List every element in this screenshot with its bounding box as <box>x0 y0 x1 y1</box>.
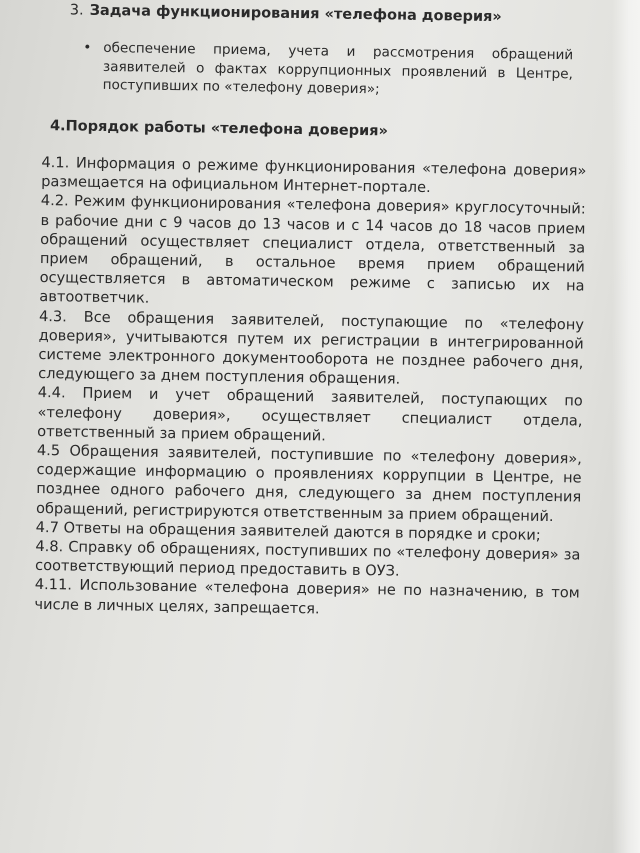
paragraph-4-3: 4.3. Все обращения заявителей, поступающие по «телефону доверия», учитываются путем их регистрации в интегрированной системе электронного документооборота не позднее рабочего дня, следующего за днем поступления обращения. <box>37 307 585 388</box>
paragraph-4-5: 4.5 Обращения заявителей, поступившие по «телефону доверия», содержащие информацию о проявлениях коррупции в Центре, не позднее одного рабочего дня, следующего за днем поступления обращений, регистрируются ответственным за прием обращений. <box>35 441 582 525</box>
paragraph-4-4: 4.4. Прием и учет обращений заявителей, поступающих по «телефону доверия», осуществляет специалист отдела, ответственный за прием обращений. <box>37 384 583 445</box>
section-3-number: 3. <box>69 2 84 19</box>
paragraph-4-7: 4.7 Ответы на обращения заявителей даются в порядке и сроки; <box>35 518 541 544</box>
page-edge-shadow <box>612 0 640 853</box>
list-item: • обеспечение приема, учета и рассмотрения обращений заявителей о фактах коррупционных проявлений в Центре, поступивших по «телефону доверия»; <box>103 39 574 102</box>
paragraph-4-1: 4.1. Информация о режиме функционирования «телефона доверия» размещается на официальном Интернет-портале. <box>41 153 587 197</box>
paragraph-4-8: 4.8. Справку об обращениях, поступивших по «телефону доверия» за соответствующий период предоставить в ОУЗ. <box>34 537 581 580</box>
section-3-heading <box>70 2 502 25</box>
paragraph-4-11: 4.11. Использование «телефона доверия» не по назначению, в том числе в личных целях, запрещается. <box>34 576 580 618</box>
section-4-heading: 4.Порядок работы «телефона доверия» <box>49 118 389 140</box>
section-3-bullet-list <box>103 39 574 102</box>
document-page <box>34 0 596 618</box>
section-3-title: Задача функционирования «телефона доверия» <box>89 2 502 26</box>
section-4-body <box>34 153 586 622</box>
paragraph-4-2: 4.2. Режим функционирования «телефона доверия» круглосуточный: в рабочие дни с 9 часов до 13 часов и с 14 часов до 18 часов прием обращений осуществляет специалист отдела, ответственный за прием обращений, в остальное время прием обращений осуществляется в автоматическом режиме с записью их на автоответчик. <box>39 192 586 308</box>
